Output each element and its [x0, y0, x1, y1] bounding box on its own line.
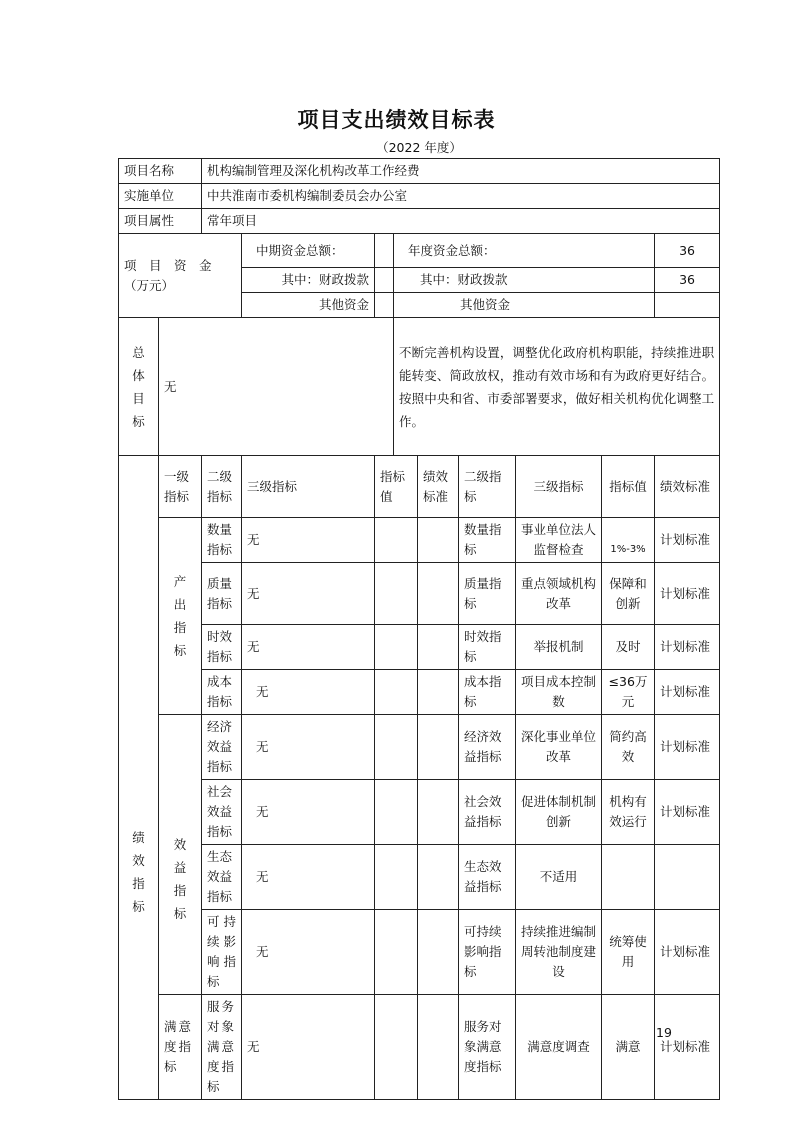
group-output-label: 产 出 指 标	[159, 518, 202, 715]
overall-goal-annual: 不断完善机构设置，调整优化政府机构职能，持续推进职能转变、简政放权，推动有效市场和有为政府更好结合。按照中央和省、市委部署要求，做好相关机构优化调整工作。	[394, 318, 720, 456]
row-standard	[418, 715, 459, 780]
row-level3-b: 举报机制	[516, 625, 602, 670]
header-level2-b: 二级指标	[459, 456, 516, 518]
project-name-label: 项目名称	[119, 159, 202, 184]
row-standard-b: 计划标准	[655, 780, 720, 845]
indicator-header-row	[119, 456, 720, 518]
row-level2-b: 社会效益指标	[459, 780, 516, 845]
row-standard	[418, 995, 459, 1100]
project-name-value: 机构编制管理及深化机构改革工作经费	[202, 159, 720, 184]
row-value	[375, 518, 418, 563]
row-standard	[418, 670, 459, 715]
row-level3: 无	[242, 625, 375, 670]
row-level2: 社会效益指标	[202, 780, 242, 845]
row-standard-b	[655, 845, 720, 910]
row-level2: 可持续影响指标	[202, 910, 242, 995]
header-level3: 三级指标	[242, 456, 375, 518]
row-standard	[418, 563, 459, 625]
row-level3: 无	[242, 995, 375, 1100]
row-value-b: 1%-3%	[602, 518, 655, 563]
row-standard-b: 计划标准	[655, 995, 720, 1100]
year-total-value: 36	[655, 234, 720, 268]
year-total-label: 年度资金总额：	[394, 234, 655, 268]
row-level3-b: 深化事业单位改革	[516, 715, 602, 780]
header-level2: 二级指标	[202, 456, 242, 518]
row-value-b: 及时	[602, 625, 655, 670]
row-level3: 无	[242, 845, 375, 910]
row-value	[375, 563, 418, 625]
row-level2: 时效指标	[202, 625, 242, 670]
project-attr-label: 项目属性	[119, 209, 202, 234]
row-value	[375, 625, 418, 670]
header-standard-b: 绩效标准	[655, 456, 720, 518]
row-standard-b: 计划标准	[655, 563, 720, 625]
row-value	[375, 670, 418, 715]
row-level2-b: 生态效益指标	[459, 845, 516, 910]
project-attr-value: 常年项目	[202, 209, 720, 234]
performance-goal-table	[118, 158, 720, 1100]
year-other-label: 其他资金	[394, 293, 655, 318]
row-value-b: ≤36万元	[602, 670, 655, 715]
row-level3: 无	[242, 780, 375, 845]
row-value	[375, 780, 418, 845]
row-value	[375, 910, 418, 995]
row-level3-b: 满意度调查	[516, 995, 602, 1100]
header-standard: 绩效标准	[418, 456, 459, 518]
row-standard	[418, 625, 459, 670]
row-standard-b: 计划标准	[655, 518, 720, 563]
row-level3-b: 重点领域机构改革	[516, 563, 602, 625]
header-level1: 一级指标	[159, 456, 202, 518]
mid-total-label: 中期资金总额：	[242, 234, 375, 268]
document-subtitle: （2022 年度）	[376, 140, 462, 155]
group-benefit-label: 效 益 指 标	[159, 715, 202, 995]
row-level2-b: 可持续影响指标	[459, 910, 516, 995]
overall-goal-label: 总 体 目 标	[119, 318, 159, 456]
row-level2-b: 服务对象满意度指标	[459, 995, 516, 1100]
row-level2: 经济效益指标	[202, 715, 242, 780]
row-value-b: 统筹使用	[602, 910, 655, 995]
row-value	[375, 715, 418, 780]
row-level2-b: 成本指标	[459, 670, 516, 715]
header-value-b: 指标值	[602, 456, 655, 518]
project-unit-row	[119, 184, 720, 209]
row-value	[375, 995, 418, 1100]
mid-other-label: 其他资金	[242, 293, 375, 318]
indicator-row	[119, 563, 720, 625]
row-standard	[418, 845, 459, 910]
page-number: 19	[656, 1025, 672, 1040]
row-level3-b: 促进体制机制创新	[516, 780, 602, 845]
row-level2-b: 质量指标	[459, 563, 516, 625]
indicator-row	[119, 845, 720, 910]
year-fiscal-label: 其中：财政拨款	[394, 268, 655, 293]
row-value-b	[602, 845, 655, 910]
funding-label	[119, 234, 242, 318]
row-value-b: 机构有效运行	[602, 780, 655, 845]
row-standard	[418, 518, 459, 563]
row-level2: 服务对象满意度指标	[202, 995, 242, 1100]
funding-total-row	[119, 234, 720, 268]
indicator-row	[119, 670, 720, 715]
row-level3-b: 持续推进编制周转池制度建设	[516, 910, 602, 995]
performance-label: 绩 效 指 标	[119, 456, 159, 1100]
project-attr-row	[119, 209, 720, 234]
project-name-row	[119, 159, 720, 184]
header-value: 指标值	[375, 456, 418, 518]
row-level3: 无	[242, 910, 375, 995]
mid-fiscal-value	[375, 268, 394, 293]
row-level3-b: 事业单位法人监督检查	[516, 518, 602, 563]
row-level3-b: 项目成本控制数	[516, 670, 602, 715]
row-value-b: 满意	[602, 995, 655, 1100]
row-standard	[418, 910, 459, 995]
funding-label-line2: （万元）	[124, 277, 175, 293]
header-level3-b: 三级指标	[516, 456, 602, 518]
indicator-row	[119, 715, 720, 780]
indicator-row	[119, 995, 720, 1100]
row-level2: 质量指标	[202, 563, 242, 625]
row-level3: 无	[242, 715, 375, 780]
row-level3: 无	[242, 670, 375, 715]
row-value-b: 保障和创新	[602, 563, 655, 625]
mid-other-value	[375, 293, 394, 318]
document-title: 项目支出绩效目标表	[297, 108, 496, 132]
row-level2: 生态效益指标	[202, 845, 242, 910]
year-fiscal-value: 36	[655, 268, 720, 293]
overall-goal-mid-term: 无	[159, 318, 394, 456]
indicator-row	[119, 518, 720, 563]
row-standard-b: 计划标准	[655, 625, 720, 670]
row-level2: 成本指标	[202, 670, 242, 715]
row-level2: 数量指标	[202, 518, 242, 563]
row-standard	[418, 780, 459, 845]
mid-fiscal-label: 其中：财政拨款	[242, 268, 375, 293]
project-unit-value: 中共淮南市委机构编制委员会办公室	[202, 184, 720, 209]
row-standard-b: 计划标准	[655, 910, 720, 995]
group-satisfaction-label: 满意度指标	[159, 995, 202, 1100]
row-level2-b: 经济效益指标	[459, 715, 516, 780]
row-level3: 无	[242, 518, 375, 563]
mid-total-value	[375, 234, 394, 268]
indicator-row	[119, 780, 720, 845]
row-standard-b: 计划标准	[655, 670, 720, 715]
row-standard-b: 计划标准	[655, 715, 720, 780]
indicator-row	[119, 910, 720, 995]
row-level3: 无	[242, 563, 375, 625]
funding-label-line1: 项 目 资 金	[124, 257, 212, 273]
project-unit-label: 实施单位	[119, 184, 202, 209]
indicator-row	[119, 625, 720, 670]
year-other-value	[655, 293, 720, 318]
row-level3-b: 不适用	[516, 845, 602, 910]
overall-goal-row	[119, 318, 720, 456]
row-value	[375, 845, 418, 910]
row-level2-b: 时效指标	[459, 625, 516, 670]
row-value-b: 简约高效	[602, 715, 655, 780]
row-level2-b: 数量指标	[459, 518, 516, 563]
